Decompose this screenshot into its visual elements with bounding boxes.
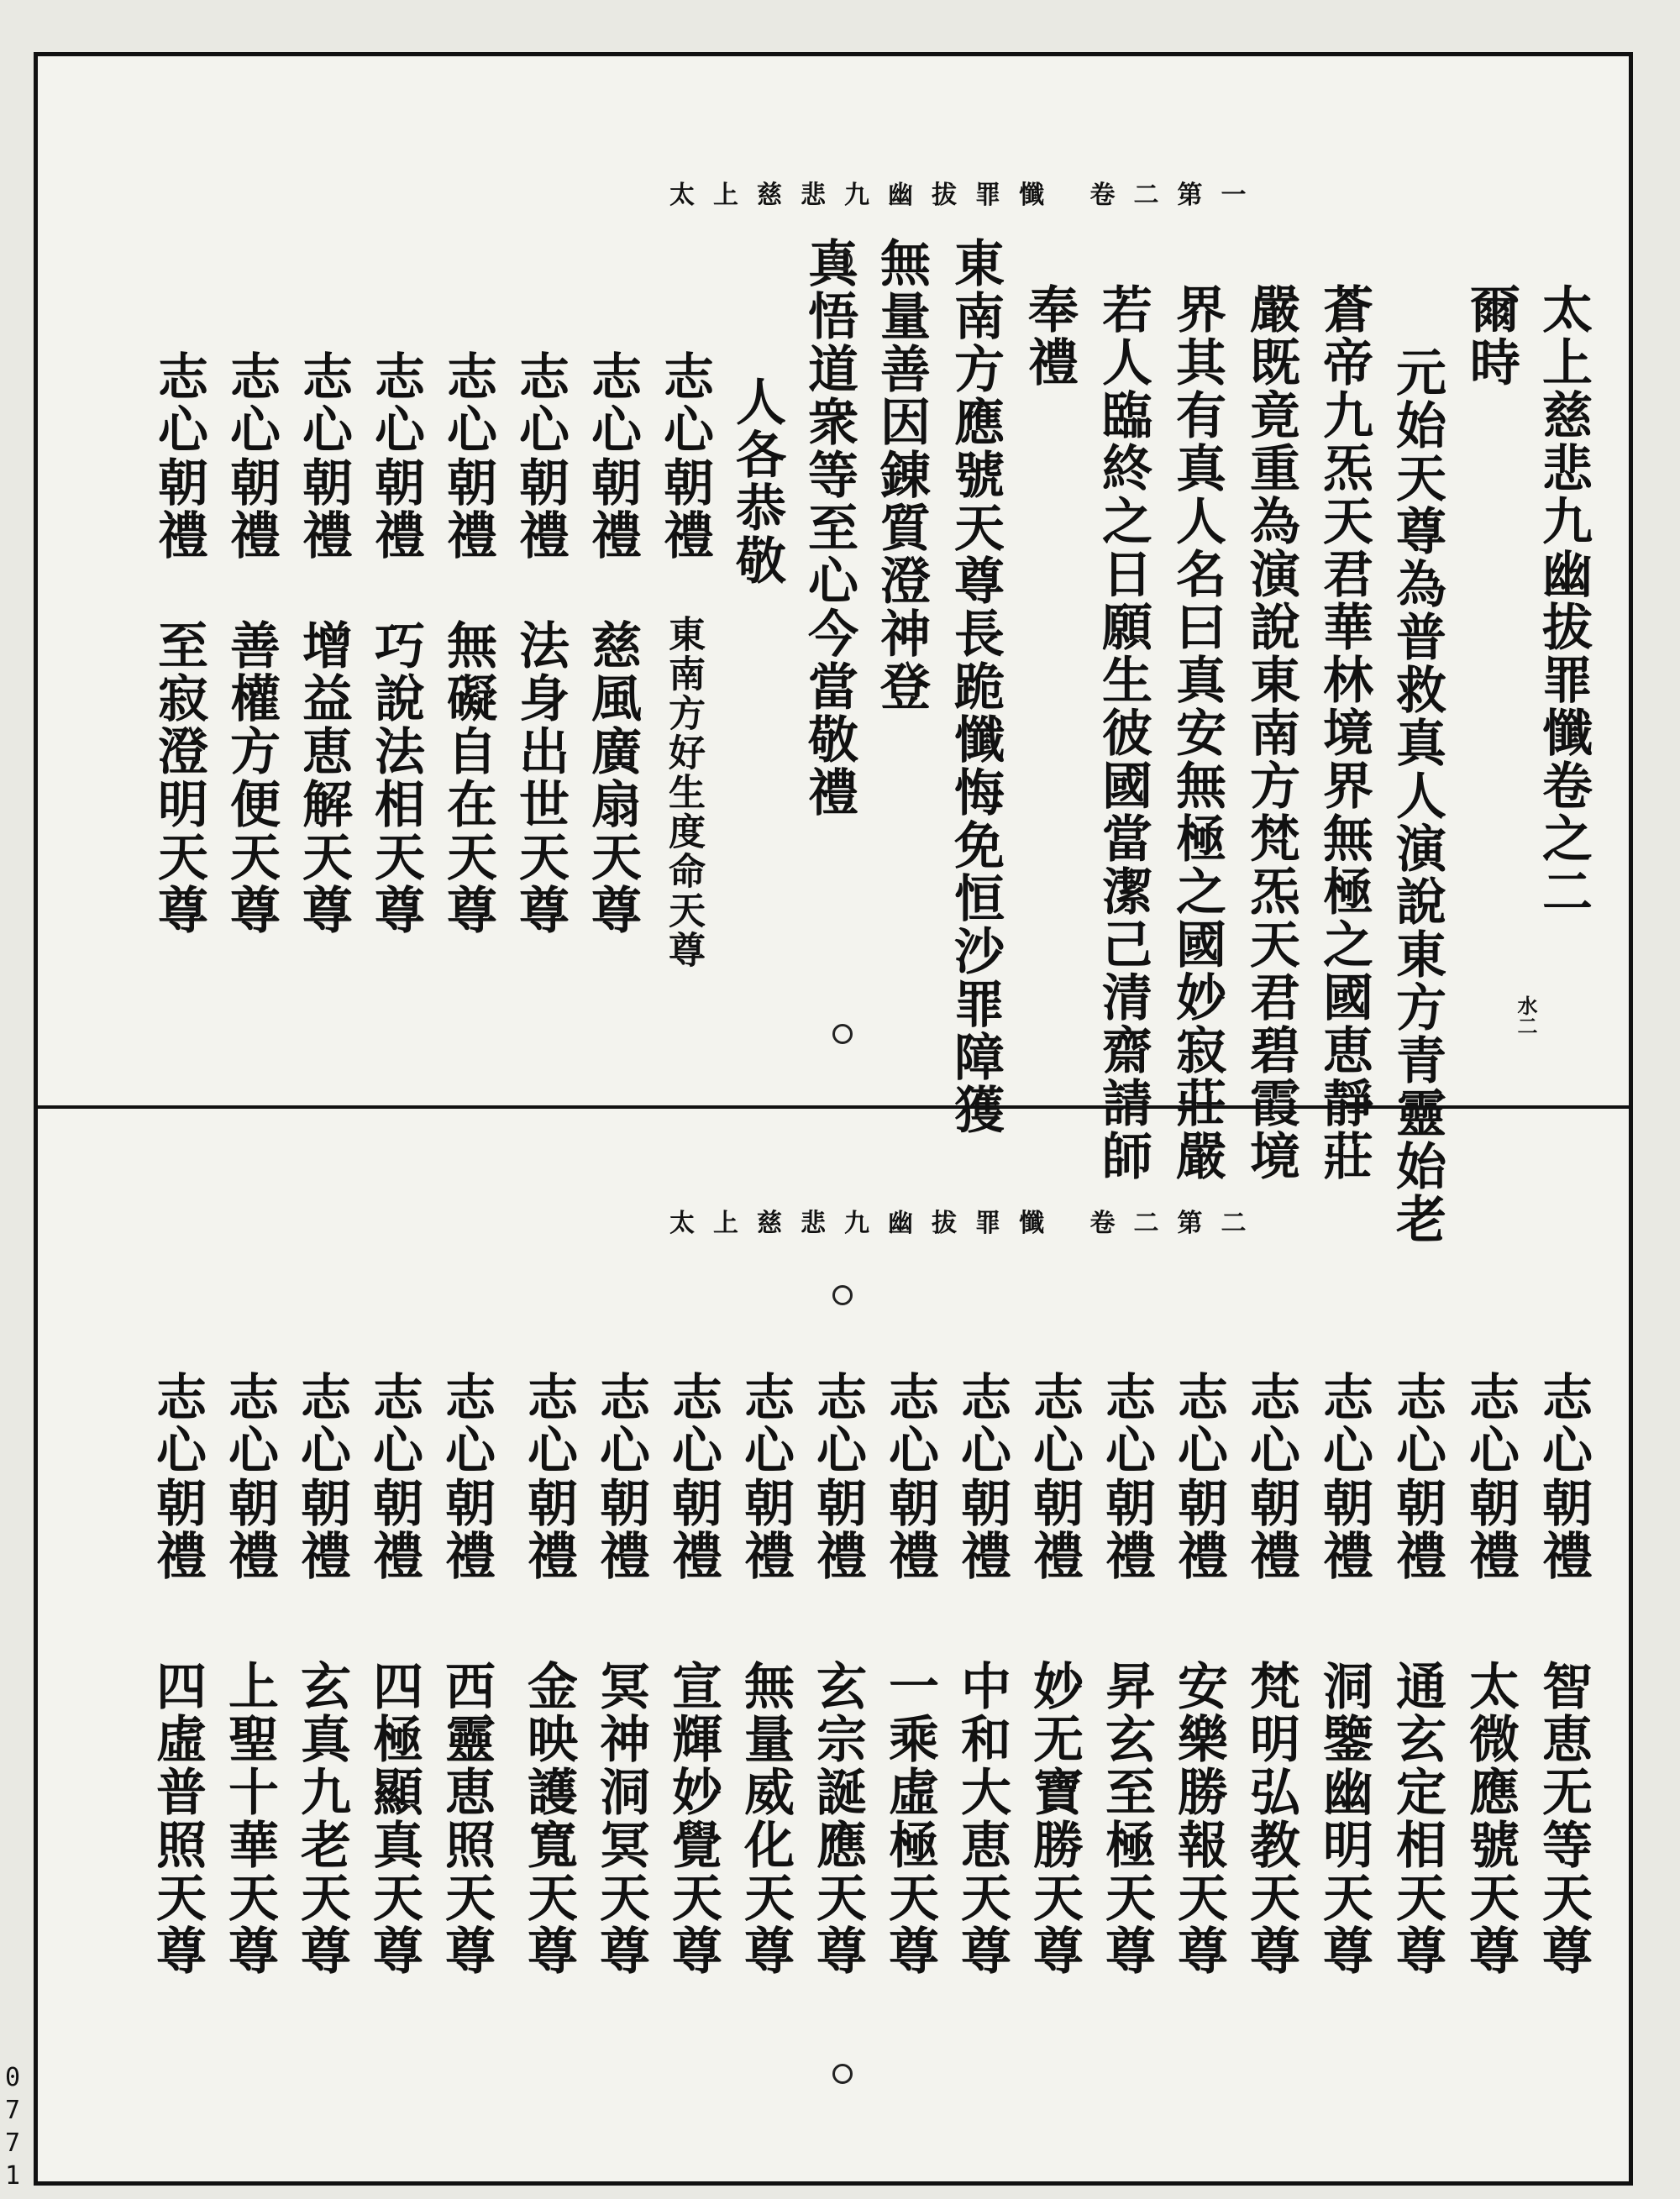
bottom-litany-call: 志心朝禮: [1461, 1371, 1520, 1582]
bottom-litany-call: 志心朝禮: [148, 1371, 207, 1582]
top-litany-name: 善權方便天尊: [222, 619, 281, 937]
top-text-column: 界其有真人名曰真安無極之國妙寂莊嚴: [1168, 283, 1226, 1183]
top-side-note: 水二: [1514, 995, 1538, 1036]
punch-hole-circle: [832, 250, 853, 270]
page-number: 0771: [4, 2063, 21, 2191]
top-text-column: 元始天尊為普救真人演說東方青靈始老: [1388, 346, 1446, 1246]
bottom-litany-name: 太微應號天尊: [1461, 1660, 1520, 1977]
bottom-litany-call: 志心朝禮: [1025, 1371, 1084, 1582]
bottom-litany-name: 宣輝妙覺天尊: [664, 1660, 722, 1977]
bottom-litany-call: 志心朝禮: [1388, 1371, 1446, 1582]
bottom-litany-name: 一乘虛極天尊: [880, 1660, 939, 1977]
top-litany-call: 志心朝禮: [366, 350, 425, 562]
bottom-litany-name: 通玄定相天尊: [1388, 1660, 1446, 1977]
top-litany-name: 慈風廣扇天尊: [583, 619, 642, 937]
bottom-litany-call: 志心朝禮: [880, 1371, 939, 1582]
bottom-litany-name: 冥神洞冥天尊: [591, 1660, 650, 1977]
top-litany-name: 無礙自在天尊: [438, 619, 497, 937]
bottom-litany-name: 上聖十華天尊: [220, 1660, 279, 1977]
top-text-column: 爾時: [1462, 283, 1520, 389]
top-people-line: 人各恭敬: [727, 375, 786, 587]
top-litany-call: 志心朝禮: [294, 350, 353, 562]
bottom-litany-call: 志心朝禮: [591, 1371, 650, 1582]
bottom-litany-call: 志心朝禮: [953, 1371, 1011, 1582]
bottom-litany-call: 志心朝禮: [736, 1371, 795, 1582]
punch-hole-circle: [832, 1024, 853, 1044]
bottom-litany-name: 昇玄至極天尊: [1097, 1660, 1156, 1977]
bottom-litany-name: 洞鑒幽明天尊: [1315, 1660, 1373, 1977]
bottom-litany-name: 四虛普照天尊: [148, 1660, 207, 1977]
top-litany-call: 志心朝禮: [222, 350, 281, 562]
top-litany-name: 增益恵解天尊: [294, 619, 353, 937]
bottom-litany-name: 玄真九老天尊: [292, 1660, 351, 1977]
bottom-litany-call: 志心朝禮: [1169, 1371, 1228, 1582]
punch-hole-circle: [832, 1285, 853, 1305]
top-litany-call: 志心朝禮: [150, 350, 208, 562]
bottom-litany-name: 妙无寶勝天尊: [1025, 1660, 1084, 1977]
bottom-litany-call: 志心朝禮: [365, 1371, 423, 1582]
top-litany-name: 法身出世天尊: [511, 619, 570, 937]
bottom-litany-call: 志心朝禮: [292, 1371, 351, 1582]
top-text-column: 東南方應號天尊長跪懺悔免恒沙罪障獲: [946, 237, 1005, 1136]
bottom-litany-call: 志心朝禮: [437, 1371, 496, 1582]
top-running-header: 太上慈悲九幽拔罪懺 卷二第一: [669, 181, 1265, 210]
top-litany-call: 志心朝禮: [655, 350, 714, 562]
top-litany-name: 巧說法相天尊: [366, 619, 425, 937]
bottom-running-header: 太上慈悲九幽拔罪懺 卷二第二: [669, 1209, 1265, 1238]
bottom-litany-name: 無量威化天尊: [736, 1660, 795, 1977]
bottom-litany-name: 西靈恵照天尊: [437, 1660, 496, 1977]
top-text-column: 蒼帝九炁天君華林境界無極之國恵靜莊: [1315, 283, 1373, 1183]
bottom-litany-call: 志心朝禮: [1534, 1371, 1593, 1582]
bottom-panel: [38, 1109, 1629, 2181]
bottom-litany-call: 志心朝禮: [808, 1371, 867, 1582]
top-text-column: 真悟道衆等至心今當敬禮: [800, 237, 858, 819]
bottom-litany-call: 志心朝禮: [220, 1371, 279, 1582]
top-litany-call: 志心朝禮: [438, 350, 497, 562]
bottom-litany-name: 四極顯真天尊: [365, 1660, 423, 1977]
top-text-column: 嚴既竟重為演說東南方梵炁天君碧霞境: [1242, 283, 1300, 1183]
top-litany-name: 東南方好生度命天尊: [662, 615, 705, 970]
bottom-litany-name: 金映護寬天尊: [519, 1660, 578, 1977]
top-litany-call: 志心朝禮: [511, 350, 570, 562]
top-litany-call: 志心朝禮: [583, 350, 642, 562]
bottom-litany-name: 梵明弘教天尊: [1242, 1660, 1300, 1977]
top-text-column: 太上慈悲九幽拔罪懺卷之二: [1534, 283, 1593, 918]
bottom-litany-name: 中和大恵天尊: [953, 1660, 1011, 1977]
bottom-litany-name: 智恵无等天尊: [1534, 1660, 1593, 1977]
punch-hole-circle: [832, 2064, 853, 2084]
bottom-litany-call: 志心朝禮: [664, 1371, 722, 1582]
top-text-column: 若人臨終之日願生彼國當潔己清齋請師: [1094, 283, 1152, 1183]
bottom-litany-name: 玄宗誕應天尊: [808, 1660, 867, 1977]
top-text-column: 無量善因錬質澄神登: [872, 237, 931, 713]
bottom-litany-call: 志心朝禮: [519, 1371, 578, 1582]
bottom-litany-name: 安樂勝報天尊: [1169, 1660, 1228, 1977]
bottom-litany-call: 志心朝禮: [1315, 1371, 1373, 1582]
top-litany-name: 至寂澄明天尊: [150, 619, 208, 937]
bottom-litany-call: 志心朝禮: [1097, 1371, 1156, 1582]
bottom-litany-call: 志心朝禮: [1242, 1371, 1300, 1582]
top-text-column: 奉禮: [1020, 283, 1079, 389]
